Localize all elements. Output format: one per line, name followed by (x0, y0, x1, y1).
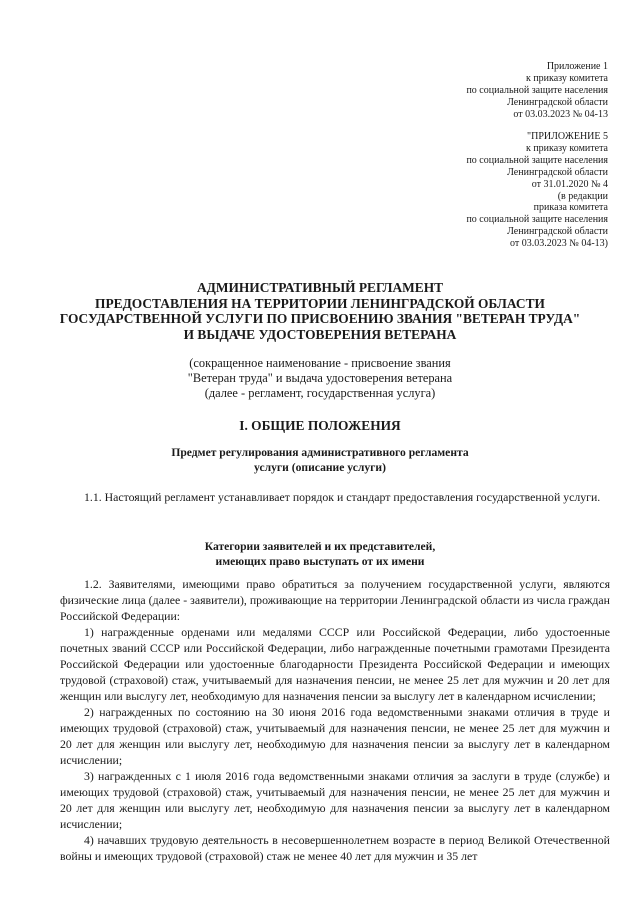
appendix-1-line: к приказу комитета (525, 72, 608, 84)
document-title (0, 280, 640, 342)
categories-heading-line: имеющих право выступать от их имени (215, 554, 425, 568)
title-line: ПРЕДОСТАВЛЕНИЯ НА ТЕРРИТОРИИ ЛЕНИНГРАДСКОЙ ОБЛАСТИ (95, 295, 545, 311)
appendix-5-line: по социальной защите населения (466, 214, 608, 226)
short-name-block (0, 356, 640, 401)
appendix-1-line: Приложение 1 (546, 61, 608, 72)
subject-heading-line: услуги (описание услуги) (254, 460, 386, 474)
appendix-5-line: Ленинградской области (507, 166, 608, 178)
appendix-1-line: Ленинградской области (507, 96, 608, 108)
appendix-1-block (466, 61, 608, 121)
appendix-1-line: от 03.03.2023 № 04-13 (513, 108, 608, 120)
appendix-5-line: (в редакции (557, 190, 608, 202)
appendix-5-line: по социальной защите населения (466, 154, 608, 166)
paragraph-block-2 (60, 576, 610, 864)
list-item: 3) награжденных с 1 июля 2016 года ведомственными знаками отличия за заслуги в труде (службе) и имеющих трудовой (страховой) стаж, учитываемый для назначения пенсии, не менее 25 лет для мужчин и 20 лет для женщин или выслугу лет, необходимую для назначения пенсии за выслугу лет в календарном исчислении; (60, 769, 610, 831)
appendix-5-line: от 31.01.2020 № 4 (531, 178, 608, 190)
short-name-line: "Ветеран труда" и выдача удостоверения ветерана (187, 371, 453, 385)
subject-heading (0, 446, 640, 475)
list-item: 1) награжденные орденами или медалями СССР или Российской Федерации, либо удостоенные почетных званий СССР или Российской Федерации, либо награжденные почетными грамотами Президента Российской Федерации или удостоенные благодарности Президента Российской Федерации и имеющих трудовой (страховой) стаж, учитываемый для назначения пенсии, не менее 25 лет для мужчин и 20 лет для женщин или выслугу лет, необходимую для назначения пенсии за выслугу лет в календарном исчислении; (60, 625, 610, 703)
list-item: 2) награжденных по состоянию на 30 июня 2016 года ведомственными знаками отличия в труде и имеющих трудовой (страховой) стаж, учитываемый для назначения пенсии, не менее 25 лет для мужчин и 20 лет для женщин или выслугу лет, необходимую для назначения пенсии за выслугу лет в календарном исчислении; (60, 705, 610, 767)
paragraph: 1.2. Заявителями, имеющими право обратиться за получением государственной услуги, являются физические лица (далее - заявители), проживающие на территории Ленинградской области из числа граждан Российской Федерации: (60, 577, 610, 623)
paragraph-block-1 (60, 489, 610, 505)
categories-heading-line: Категории заявителей и их представителей, (204, 540, 436, 553)
appendix-5-line: приказа комитета (533, 202, 608, 214)
categories-heading (0, 540, 640, 569)
list-item: 4) начавших трудовую деятельность в несовершеннолетнем возрасте в период Великой Отечественной войны и имеющих трудовой (страховой) стаж не менее 40 лет для мужчин и 35 лет (60, 833, 610, 863)
title-line: АДМИНИСТРАТИВНЫЙ РЕГЛАМЕНТ (196, 280, 444, 295)
appendix-5-line: Ленинградской области (507, 226, 608, 238)
title-line: ГОСУДАРСТВЕННОЙ УСЛУГИ ПО ПРИСВОЕНИЮ ЗВАНИЯ "ВЕТЕРАН ТРУДА" (59, 311, 581, 326)
subject-heading-line: Предмет регулирования административного регламента (171, 446, 469, 459)
appendix-5-block (466, 131, 608, 250)
paragraph: 1.1. Настоящий регламент устанавливает порядок и стандарт предоставления государственной услуги. (84, 490, 601, 504)
section-heading: I. ОБЩИЕ ПОЛОЖЕНИЯ (239, 418, 401, 433)
appendix-5-line: к приказу комитета (525, 142, 608, 154)
appendix-5-line: "ПРИЛОЖЕНИЕ 5 (527, 131, 608, 142)
short-name-line: (далее - регламент, государственная услуга) (204, 386, 436, 400)
appendix-5-line: от 03.03.2023 № 04-13) (510, 238, 608, 250)
short-name-line: (сокращенное наименование - присвоение звания (189, 356, 451, 370)
appendix-1-line: по социальной защите населения (466, 84, 608, 96)
title-line: И ВЫДАЧЕ УДОСТОВЕРЕНИЯ ВЕТЕРАНА (183, 326, 457, 342)
